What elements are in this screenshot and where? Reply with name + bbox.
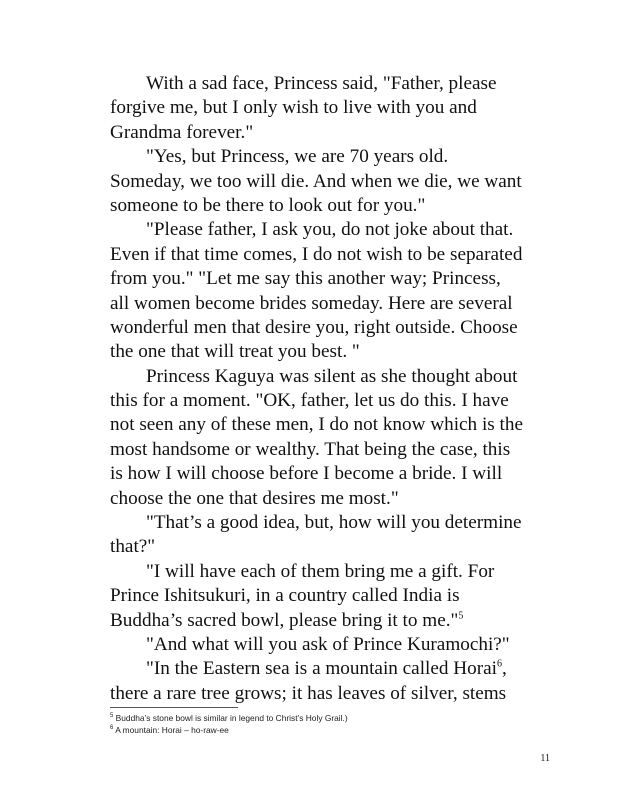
footnote-text: A mountain: Horai – ho-raw-ee [115,725,229,735]
footnote-number: 6 [110,725,114,732]
text-line: from you." "Let me say this another way; Princess, [110,268,501,290]
footnote-divider [110,707,238,708]
text-line: there a rare tree grows; it has leaves of silver, stems [110,682,507,704]
body-text [110,72,540,706]
text-line: "That’s a good idea, but, how will you determine [146,512,522,534]
text-line: Someday, we too will die. And when we die, we want [110,170,522,192]
text-line-content: Buddha’s sacred bowl, please bring it to me." [110,609,459,631]
page-number: 11 [540,753,550,764]
text-line: wonderful men that desire you, right outside. Choose [110,316,518,338]
text-line-content: "In the Eastern sea is a mountain called Horai [146,658,497,680]
text-line: all women become brides someday. Here are several [110,292,513,314]
text-line [110,609,540,633]
footnote-marker: 5 [458,610,464,622]
text-line: choose the one that desires me most." [110,487,399,509]
text-line: "And what will you ask of Prince Kuramochi?" [146,633,510,655]
text-line: is how I will choose before I become a bride. I will [110,463,503,485]
text-line: not seen any of these men, I do not know which is the [110,414,523,436]
footnotes [110,712,540,736]
text-line: that?" [110,536,156,558]
footnote-marker: 6 [496,658,502,670]
footnote [110,712,540,724]
footnote [110,724,540,736]
text-line: forgive me, but I only wish to live with you and [110,97,477,119]
text-line: most handsome or wealthy. That being the case, this [110,438,511,460]
text-line: the one that will treat you best. " [110,341,360,363]
text-line: Prince Ishitsukuri, in a country called India is [110,585,460,607]
text-line: "I will have each of them bring me a gift. For [146,560,495,582]
text-line: "In the Eastern sea is a mountain called Horai$^6$, [146,658,507,680]
text-line: "Please father, I ask you, do not joke about that. [146,219,514,241]
footnote-text: Buddha’s stone bowl is similar in legend to Christ’s Holy Grail.) [115,713,348,723]
text-line: "Yes, but Princess, we are 70 years old. [146,146,449,168]
text-line: With a sad face, Princess said, "Father, please [146,73,497,94]
text-line: Grandma forever." [110,121,254,143]
footnote-number: 5 [110,713,114,720]
text-line: this for a moment. "OK, father, let us do this. I have [110,390,509,412]
text-line: Even if that time comes, I do not wish to be separated [110,243,523,265]
text-line: someone to be there to look out for you." [110,194,426,216]
text-line: Princess Kaguya was silent as she thought about [146,365,518,387]
